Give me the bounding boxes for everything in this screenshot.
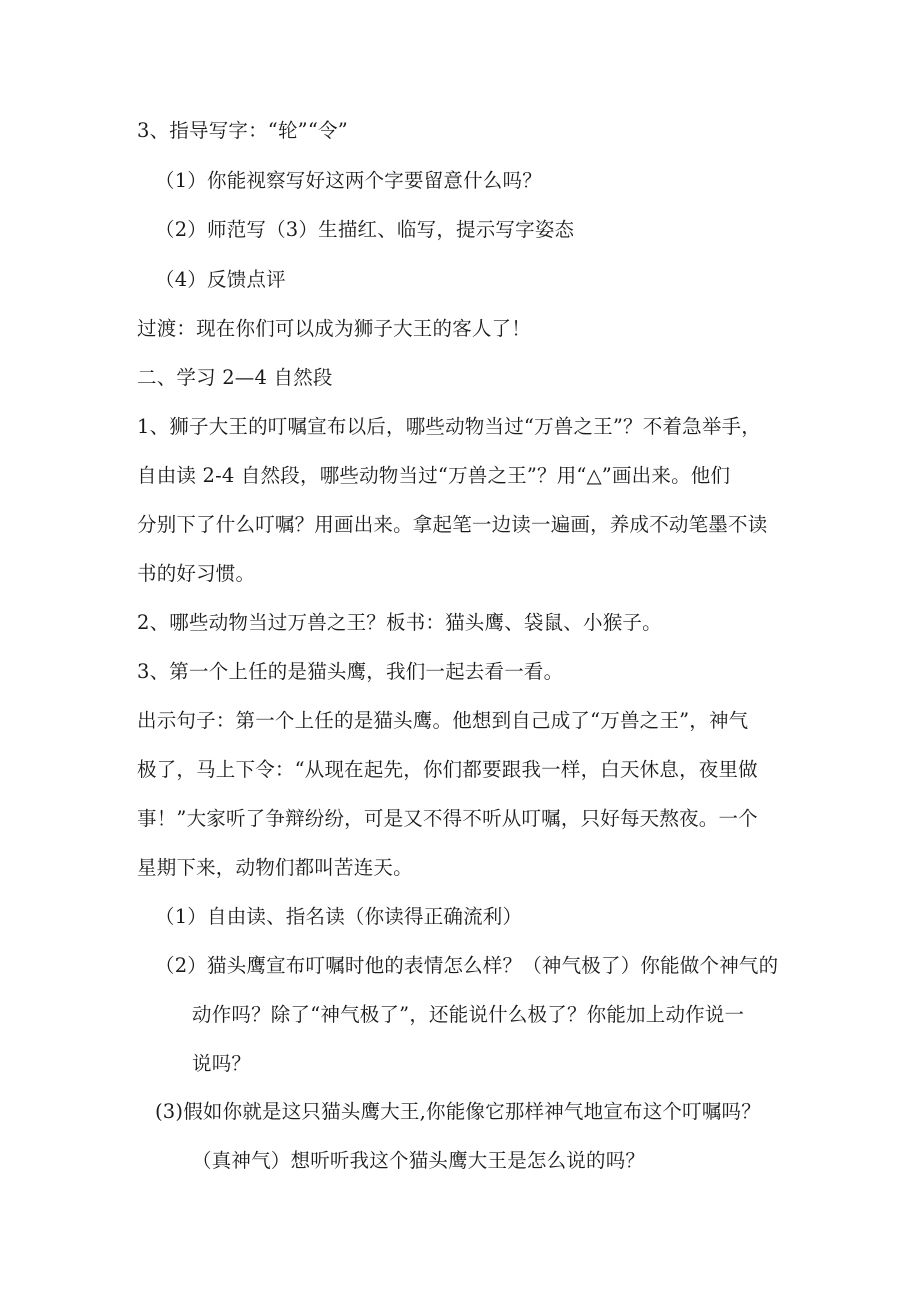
quoted-passage-line: 出示句子：第一个上任的是猫头鹰。他想到自己成了“万兽之王”，神气 <box>137 709 749 732</box>
section-heading-study: 二、学习 2—4 自然段 <box>137 366 333 389</box>
list-item: （2）师范写（3）生描红、临写，提示写字姿态 <box>155 218 575 241</box>
quoted-passage-line: 事！”大家听了争辩纷纷，可是又不得不听从叮嘱，只好每天熬夜。一个 <box>137 807 758 830</box>
paragraph-line: 分别下了什么叮嘱？用画出来。拿起笔一边读一遍画，养成不动笔墨不读 <box>137 513 768 536</box>
list-item: （1）你能视察写好这两个字要留意什么吗？ <box>155 169 542 192</box>
quoted-passage-line: 星期下来，动物们都叫苦连天。 <box>137 856 413 879</box>
paragraph-line: 自由读 2-4 自然段，哪些动物当过“万兽之王”？用“△”画出来。他们 <box>137 464 731 487</box>
paragraph-line: 1、狮子大王的叮嘱宣布以后，哪些动物当过“万兽之王”？不着急举手， <box>137 415 761 438</box>
list-item-continuation: 动作吗？除了“神气极了”，还能说什么极了？你能加上动作说一 <box>192 1003 745 1026</box>
list-item: （1）自由读、指名读（你读得正确流利） <box>155 905 523 928</box>
paragraph-line: 2、哪些动物当过万兽之王？板书：猫头鹰、袋鼠、小猴子。 <box>137 611 662 634</box>
list-item: （2）猫头鹰宣布叮嘱时他的表情怎么样？（神气极了）你能做个神气的 <box>155 954 779 977</box>
list-item-continuation: 说吗？ <box>192 1052 252 1075</box>
list-item: （4）反馈点评 <box>155 268 286 291</box>
paragraph-line: 书的好习惯。 <box>137 562 256 585</box>
paragraph-line: 过渡：现在你们可以成为狮子大王的客人了！ <box>137 317 532 340</box>
list-item-continuation: （真神气）想听听我这个猫头鹰大王是怎么说的吗？ <box>192 1149 646 1172</box>
paragraph-line: 3、第一个上任的是猫头鹰，我们一起去看一看。 <box>137 660 564 683</box>
section-heading-writing: 3、指导写字：“轮”“令” <box>137 119 348 142</box>
list-item: (3)假如你就是这只猫头鹰大王,你能像它那样神气地宣布这个叮嘱吗？ <box>155 1100 761 1123</box>
quoted-passage-line: 极了，马上下令：“从现在起先，你们都要跟我一样，白天休息，夜里做 <box>137 758 758 781</box>
